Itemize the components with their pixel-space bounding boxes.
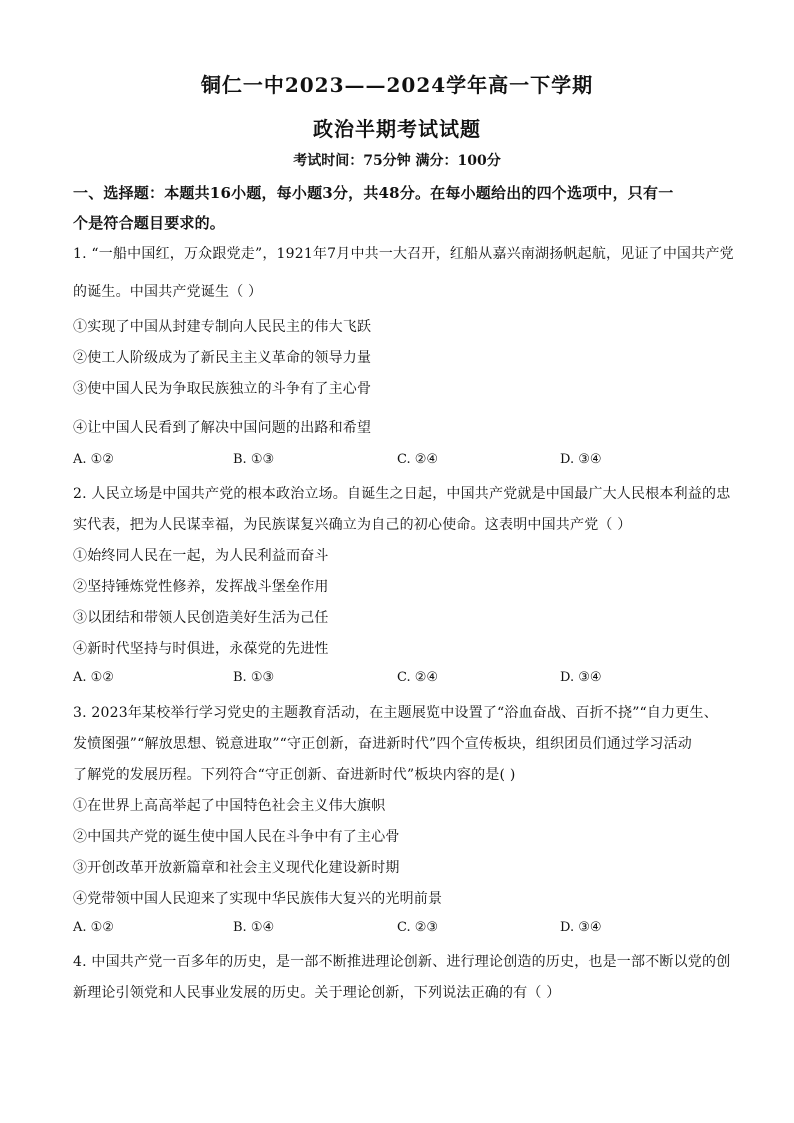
q3-item-1: ①在世界上高高举起了中国特色社会主义伟大旗帜 [73,798,386,814]
q3-option-b: B. ①④ [233,920,275,935]
q2-item-1: ①始终同人民在一起，为人民利益而奋斗 [73,548,329,564]
q1-item-3: ③使中国人民为争取民族独立的斗争有了主心骨 [73,381,372,397]
q2-stem-line2: 实代表，把为人民谋幸福，为民族谋复兴确立为自己的初心使命。这表明中国共产党（ ） [73,517,632,533]
q1-option-b: B. ①③ [233,452,275,467]
q3-item-2: ②中国共产党的诞生使中国人民在斗争中有了主心骨 [73,829,400,845]
q1-stem-line1: 1. “一船中国红，万众跟党走”，1921年7月中共一大召开，红船从嘉兴南湖扬帆起航，见证了中国共产党 [73,246,734,262]
q1-stem-line2: 的诞生。中国共产党诞生（ ） [73,284,263,300]
exam-info: 考试时间：75分钟 满分：100分 [293,153,501,169]
q2-stem-line1: 2. 人民立场是中国共产党的根本政治立场。自诞生之日起，中国共产党就是中国最广大人民根本利益的忠 [73,486,731,502]
section-heading-line2: 个是符合题目要求的。 [73,214,226,232]
q3-option-c: C. ②③ [397,920,439,935]
q3-option-a: A. ①② [73,920,114,935]
q4-stem-line1: 4. 中国共产党一百多年的历史，是一部不断推进理论创新、进行理论创造的历史，也是一部不断以党的创 [73,954,731,970]
exam-subtitle: 政治半期考试试题 [313,117,481,141]
q3-item-4: ④党带领中国人民迎来了实现中华民族伟大复兴的光明前景 [73,891,443,907]
q2-item-3: ③以团结和带领人民创造美好生活为己任 [73,610,329,626]
q4-stem-line2: 新理论引领党和人民事业发展的历史。关于理论创新，下列说法正确的有（ ） [73,985,561,1001]
exam-title: 铜仁一中2023——2024学年高一下学期 [200,73,594,97]
q2-option-c: C. ②④ [397,670,439,685]
q3-item-3: ③开创改革开放新篇章和社会主义现代化建设新时期 [73,860,400,876]
q3-stem-line3: 了解党的发展历程。下列符合“守正创新、奋进新时代”板块内容的是( ) [73,767,516,783]
q3-stem-line2: 发愤图强”“解放思想、锐意进取”“守正创新，奋进新时代”四个宣传板块，组织团员们通过学习活动 [73,736,692,752]
q1-item-1: ①实现了中国从封建专制向人民民主的伟大飞跃 [73,319,372,335]
q1-option-d: D. ③④ [560,452,602,467]
q3-stem-line1: 3. 2023年某校举行学习党史的主题教育活动，在主题展览中设置了“浴血奋战、百折不挠”“自力更生、 [73,705,718,721]
q1-option-c: C. ②④ [397,452,439,467]
q1-option-a: A. ①② [73,452,114,467]
q1-item-4: ④让中国人民看到了解决中国问题的出路和希望 [73,420,372,436]
q3-option-d: D. ③④ [560,920,602,935]
q1-item-2: ②使工人阶级成为了新民主主义革命的领导力量 [73,350,372,366]
q2-option-b: B. ①③ [233,670,275,685]
q2-option-a: A. ①② [73,670,114,685]
q2-item-4: ④新时代坚持与时俱进，永葆党的先进性 [73,641,329,657]
q2-option-d: D. ③④ [560,670,602,685]
q2-item-2: ②坚持锤炼党性修养，发挥战斗堡垒作用 [73,579,329,595]
section-heading-line1: 一、选择题：本题共16小题，每小题3分，共48分。在每小题给出的四个选项中，只有一 [73,184,674,202]
